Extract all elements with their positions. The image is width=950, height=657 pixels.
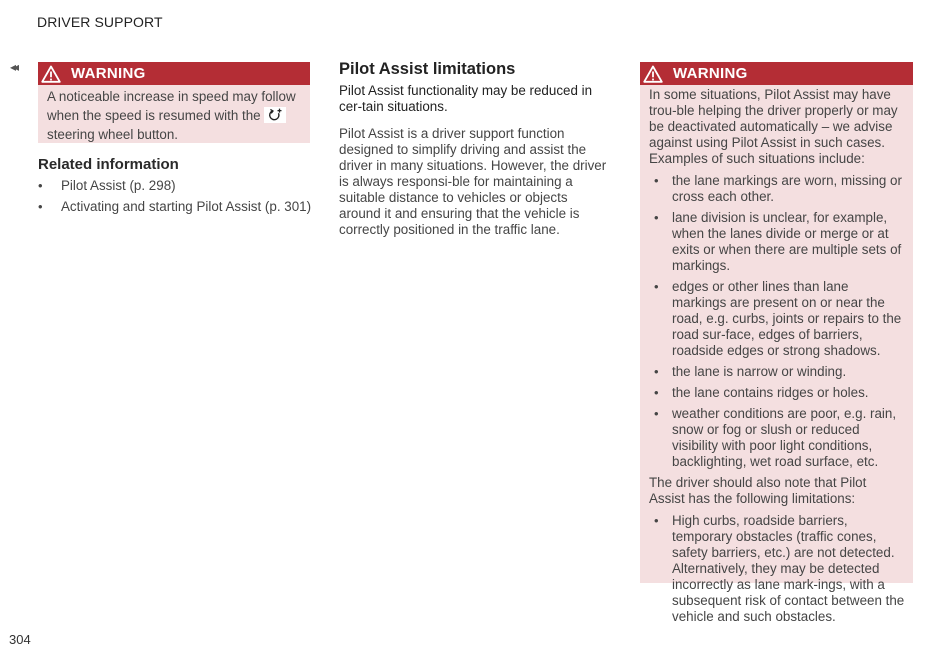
main-section	[339, 60, 611, 238]
warning-note: The driver should also note that Pilot Assist has the following limitations:	[649, 475, 867, 506]
list-item: • edges or other lines than lane markings are present on or near the road, e.g. curbs, joints or repairs to the road sur-face, edges of barriers, roadside edges or strong shadows.	[649, 279, 905, 359]
warning-text-before: A noticeable increase in speed may follow when the speed is resumed with the	[47, 89, 296, 123]
section-header: DRIVER SUPPORT	[37, 14, 163, 30]
page-number: 304	[9, 632, 31, 647]
list-item: • the lane is narrow or winding.	[649, 364, 905, 380]
warning-triangle-icon	[643, 65, 663, 83]
warning-text	[38, 85, 310, 144]
limitation-list	[649, 513, 905, 625]
warning-box-limitations	[640, 62, 913, 624]
resume-speed-icon	[264, 107, 286, 123]
list-item: • weather conditions are poor, e.g. rain, snow or fog or slush or reduced visibility with poor light conditions, backlighting, wet road surface, etc.	[649, 406, 905, 470]
list-item: • lane division is unclear, for example, when the lanes divide or merge or at exits or when there are multiple sets of markings.	[649, 210, 905, 274]
related-list	[38, 175, 313, 217]
related-title: Related information	[38, 156, 179, 173]
body-paragraph: Pilot Assist is a driver support function designed to simplify driving and assist the driver in many situations. However, the driver is always responsi-ble for maintaining a suitable distance to vehicles or objects around it and ensuring that the vehicle is correctly positioned in the traffic lane.	[339, 126, 607, 237]
warning-title: WARNING	[673, 65, 748, 82]
warning-box-resume-speed	[38, 62, 310, 143]
situation-list	[649, 173, 905, 470]
back-arrow-icon[interactable]: ◂◂	[10, 60, 17, 74]
related-link-activating-pilot-assist[interactable]: • Activating and starting Pilot Assist (p. 301)	[38, 196, 313, 217]
warning-text-after: steering wheel button.	[47, 127, 179, 142]
lead-paragraph: Pilot Assist functionality may be reduced in cer-tain situations.	[339, 83, 593, 114]
page-title: Pilot Assist limitations	[339, 60, 516, 78]
warning-intro: In some situations, Pilot Assist may have trou-ble helping the driver properly or may be deactivated automatically – we advise against using Pilot Assist in such cases. Examples of such situations include:	[649, 87, 898, 166]
list-item: • High curbs, roadside barriers, temporary obstacles (traffic cones, safety barriers, etc.) are not detected. Alternatively, they may be detected incorrectly as lane mark-ings, with a subsequent risk of contact between the vehicle and such obstacles.	[649, 513, 905, 625]
list-item: • the lane markings are worn, missing or cross each other.	[649, 173, 905, 205]
warning-triangle-icon	[41, 65, 61, 83]
warning-title: WARNING	[71, 65, 146, 82]
list-item: • the lane contains ridges or holes.	[649, 385, 905, 401]
related-link-pilot-assist[interactable]: • Pilot Assist (p. 298)	[38, 175, 313, 196]
warning-header	[38, 62, 310, 85]
warning-text	[640, 85, 913, 625]
related-information	[38, 156, 313, 217]
warning-header	[640, 62, 913, 85]
